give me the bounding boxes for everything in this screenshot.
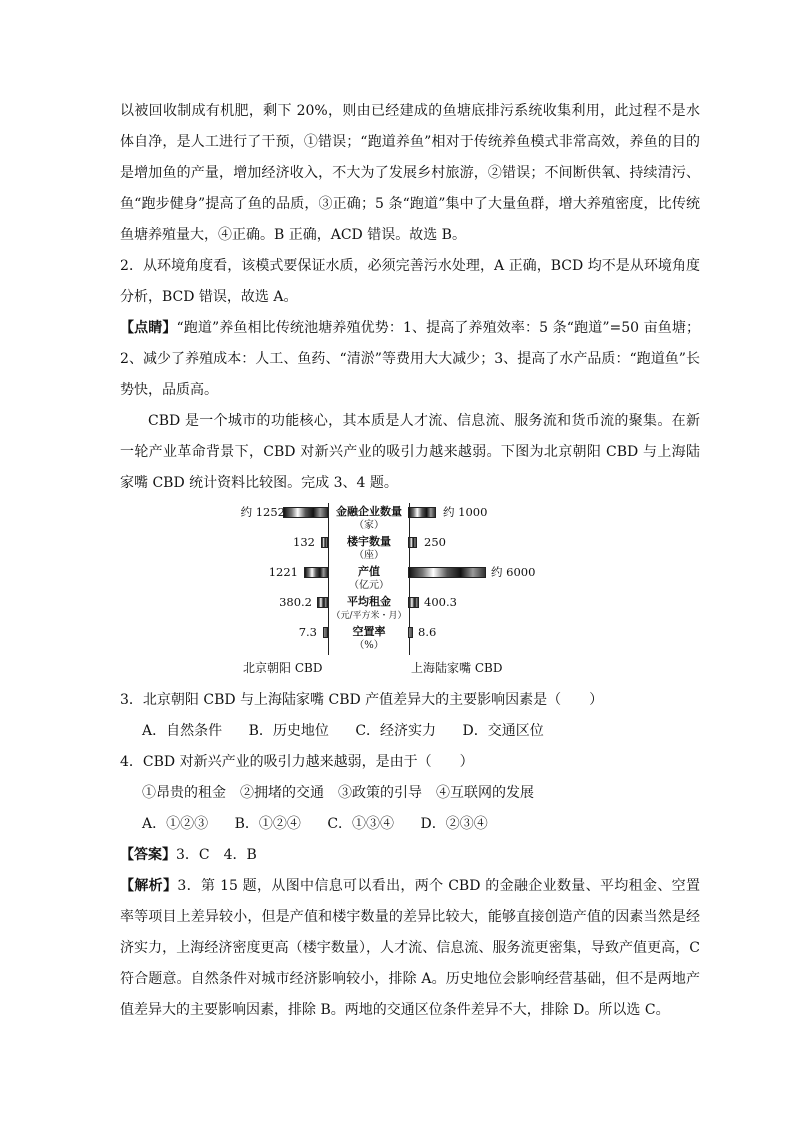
option-a: A．①②③ [142,816,209,832]
category-rent [329,595,409,623]
value-beijing-rent: 380.2 [279,595,312,609]
question-4-stem: 4．CBD 对新兴产业的吸引力越来越弱，是由于（ ） [120,754,474,770]
bar-beijing-rent [317,597,328,608]
option-d: D．交通区位 [462,723,544,739]
category-label: 空置率 [352,625,386,638]
option-c: C．经济实力 [355,723,437,739]
paragraph-question-2-analysis: 2．从环境角度看，该模式要保证水质，必须完善污水处理，A 正确，BCD 均不是从环境角度分析，BCD 错误，故选 A。 [120,258,700,305]
category-output [329,565,409,593]
question-4-items: ①昂贵的租金 ②拥堵的交通 ③政策的引导 ④互联网的发展 [142,785,534,801]
label-shanghai-cbd: 上海陆家嘴 CBD [411,661,503,675]
category-financial-firms [329,505,409,533]
option-c: C．①③④ [327,816,395,832]
category-label: 楼宇数量 [347,535,391,548]
option-d: D．②③④ [420,816,488,832]
bar-beijing-vacancy [323,627,328,638]
question-4-options [120,809,700,840]
category-unit: （%） [354,640,384,651]
value-shanghai-output: 约 6000 [491,565,536,579]
category-label: 平均租金 [347,595,391,608]
category-unit: （亿元） [349,580,389,591]
category-buildings [329,535,409,563]
analysis-paragraph [120,871,700,1026]
option-b: B．历史地位 [248,723,329,739]
intro-paragraph: CBD 是一个城市的功能核心，其本质是人才流、信息流、服务流和货币流的聚集。在新一轮产业革命背景下，CBD 对新兴产业的吸引力越来越弱。下图为北京朝阳 CBD 与上海陆家嘴 CBD 统计资料比较图。完成 3、4 题。 [120,413,700,491]
tip-text: “跑道”养鱼相比传统池塘养殖优势：1、提高了养殖效率：5 条“跑道”=50 亩鱼塘；2、减少了养殖成本：人工、鱼药、“清淤”等费用大大减少；3、提高了水产品质：“跑道鱼”长势快，品质高。 [120,320,701,398]
bar-shanghai-rent [408,597,419,608]
question-3-options [120,716,700,747]
paragraph-answer-explanation: 以被回收制成有机肥，剩下 20%，则由已经建成的鱼塘底排污系统收集利用，此过程不是水体自净，是人工进行了干预，①错误；“跑道养鱼”相对于传统养鱼模式非常高效，养鱼的目的是增加鱼的产量，增加经济收入，不大为了发展乡村旅游，②错误；不间断供氧、持续清污、鱼“跑步健身”提高了鱼的品质，③正确；5 条“跑道”集中了大量鱼群，增大养殖密度，比传统鱼塘养殖量大，④正确。B 正确，ACD 错误。故选 B。 [120,103,700,243]
tip-paragraph [120,313,700,406]
bar-shanghai-financial-firms [408,507,436,518]
answer-line [120,840,700,871]
value-beijing-financial-firms: 约 1252 [240,505,285,519]
bar-beijing-output [304,567,328,578]
value-shanghai-financial-firms: 约 1000 [443,505,488,519]
value-shanghai-rent: 400.3 [424,595,457,609]
value-shanghai-buildings: 250 [424,535,446,549]
category-label: 产值 [358,565,380,578]
analysis-label: 【解析】 [120,878,178,894]
cbd-comparison-figure [240,503,536,679]
category-column [328,503,410,655]
document-page [120,96,700,1026]
value-shanghai-vacancy: 8.6 [418,625,437,639]
bar-shanghai-output [408,567,486,578]
category-vacancy [329,625,409,653]
bar-shanghai-buildings [408,537,417,548]
answer-text: 3．C 4．B [176,847,257,863]
category-label: 金融企业数量 [336,505,402,518]
tip-label: 【点睛】 [120,320,177,336]
option-b: B．①②④ [234,816,301,832]
bar-beijing-financial-firms [283,507,328,518]
bar-beijing-buildings [321,537,328,548]
label-beijing-cbd: 北京朝阳 CBD [243,661,323,675]
option-a: A．自然条件 [142,723,223,739]
value-beijing-buildings: 132 [293,535,315,549]
value-beijing-vacancy: 7.3 [298,625,317,639]
category-unit: （家） [354,520,384,531]
category-unit: （座） [354,550,384,561]
value-beijing-output: 1221 [268,565,298,579]
answer-label: 【答案】 [120,847,176,863]
category-unit: （元/平方米・月） [331,611,407,621]
analysis-text: 3．第 15 题，从图中信息可以看出，两个 CBD 的金融企业数量、平均租金、空置率等项目上差异较小，但是产值和楼宇数量的差异比较大，能够直接创造产值的因素当然是经济实力，上海经济密度更高（楼宇数量），人才流、信息流、服务流更密集，导致产值更高，C 符合题意。自然条件对城市经济影响较小，排除 A。历史地位会影响经营基础，但不是两地产值差异大的主要影响因素，排除 B。两地的交通区位条件差异不大，排除 D。所以选 C。 [120,878,700,1018]
question-3-stem: 3．北京朝阳 CBD 与上海陆家嘴 CBD 产值差异大的主要影响因素是（ ） [120,692,604,708]
bar-shanghai-vacancy [408,627,413,638]
